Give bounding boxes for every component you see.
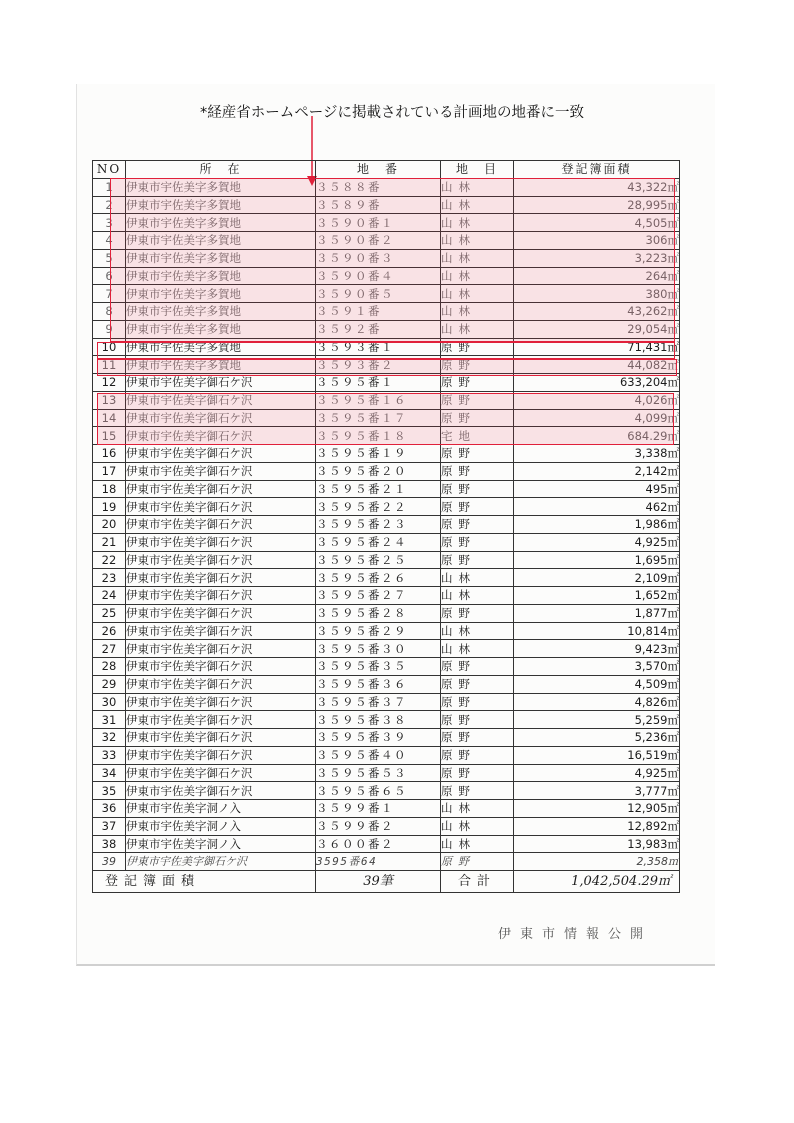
cell-location: 伊東市宇佐美字洞ノ入 [126, 835, 316, 853]
cell-lot: ３５９５番６５ [316, 782, 441, 800]
table-row [93, 480, 680, 498]
cell-area: 684.29㎡ [514, 427, 680, 445]
table-row [93, 817, 680, 835]
table-row [93, 374, 680, 392]
cell-location: 伊東市宇佐美字多賀地 [126, 303, 316, 321]
cell-area: 3,570㎡ [514, 658, 680, 676]
cell-location: 伊東市宇佐美字御石ケ沢 [126, 729, 316, 747]
cell-location: 伊東市宇佐美字御石ケ沢 [126, 711, 316, 729]
cell-location: 伊東市宇佐美字御石ケ沢 [126, 391, 316, 409]
cell-location: 伊東市宇佐美字多賀地 [126, 196, 316, 214]
cell-area: 380㎡ [514, 285, 680, 303]
cell-location: 伊東市宇佐美字御石ケ沢 [126, 480, 316, 498]
cell-lot: ３５９９番１ [316, 800, 441, 818]
cell-area: 264㎡ [514, 267, 680, 285]
cell-category: 原野 [441, 853, 514, 871]
cell-area: 43,262㎡ [514, 303, 680, 321]
cell-lot: ３５９２番 [316, 320, 441, 338]
cell-category: 原野 [441, 445, 514, 463]
cell-category: 原野 [441, 374, 514, 392]
cell-no: 1 [93, 178, 126, 196]
footer-stamp: 伊東市情報公開 [498, 927, 653, 942]
cell-no: 2 [93, 196, 126, 214]
table-row [93, 764, 680, 782]
total-sum-label: 合計 [441, 871, 514, 893]
cell-location: 伊東市宇佐美字御石ケ沢 [126, 462, 316, 480]
cell-category: 原野 [441, 516, 514, 534]
cell-lot: ３５９５番２０ [316, 462, 441, 480]
cell-no: 34 [93, 764, 126, 782]
cell-location: 伊東市宇佐美字多賀地 [126, 232, 316, 250]
table-row [93, 462, 680, 480]
cell-no: 12 [93, 374, 126, 392]
header-area: 登記簿面積 [514, 161, 680, 179]
cell-category: 原野 [441, 338, 514, 356]
cell-lot: ３５９５番２９ [316, 622, 441, 640]
cell-area: 2,358㎡ [514, 853, 680, 871]
cell-area: 4,925㎡ [514, 764, 680, 782]
cell-no: 3 [93, 214, 126, 232]
cell-category: 原野 [441, 658, 514, 676]
table-row [93, 835, 680, 853]
cell-no: 26 [93, 622, 126, 640]
cell-no: 10 [93, 338, 126, 356]
highlight-box-row-11 [97, 359, 677, 376]
cell-category: 原野 [441, 356, 514, 374]
cell-category: 山林 [441, 800, 514, 818]
cell-location: 伊東市宇佐美字御石ケ沢 [126, 516, 316, 534]
cell-location: 伊東市宇佐美字御石ケ沢 [126, 445, 316, 463]
cell-lot: ３５９５番５３ [316, 764, 441, 782]
cell-no: 5 [93, 249, 126, 267]
annotation-text: *経産省ホームページに掲載されている計画地の地番に一致 [200, 105, 584, 121]
cell-location: 伊東市宇佐美字御石ケ沢 [126, 533, 316, 551]
table-row [93, 498, 680, 516]
cell-location: 伊東市宇佐美字御石ケ沢 [126, 409, 316, 427]
cell-category: 山林 [441, 249, 514, 267]
cell-location: 伊東市宇佐美字御石ケ沢 [126, 640, 316, 658]
cell-category: 山林 [441, 640, 514, 658]
cell-no: 27 [93, 640, 126, 658]
cell-no: 11 [93, 356, 126, 374]
cell-area: 3,338㎡ [514, 445, 680, 463]
cell-lot: ３６００番２ [316, 835, 441, 853]
cell-lot: ３５９３番２ [316, 356, 441, 374]
cell-lot: ３５９０番３ [316, 249, 441, 267]
cell-category: 山林 [441, 303, 514, 321]
cell-no: 18 [93, 480, 126, 498]
cell-no: 15 [93, 427, 126, 445]
cell-lot: ３５９５番２６ [316, 569, 441, 587]
cell-no: 25 [93, 604, 126, 622]
cell-category: 原野 [441, 729, 514, 747]
cell-lot: ３５９９番２ [316, 817, 441, 835]
cell-location: 伊東市宇佐美字御石ケ沢 [126, 693, 316, 711]
cell-category: 原野 [441, 764, 514, 782]
cell-category: 山林 [441, 178, 514, 196]
cell-category: 原野 [441, 746, 514, 764]
cell-no: 24 [93, 587, 126, 605]
cell-location: 伊東市宇佐美字多賀地 [126, 320, 316, 338]
cell-category: 原野 [441, 782, 514, 800]
cell-lot: ３５９５番２８ [316, 604, 441, 622]
cell-lot: 3595番64 [316, 853, 441, 871]
cell-location: 伊東市宇佐美字多賀地 [126, 285, 316, 303]
table-row [93, 853, 680, 871]
table-row [93, 622, 680, 640]
highlight-box-row-10 [97, 342, 675, 359]
cell-no: 21 [93, 533, 126, 551]
table-row [93, 533, 680, 551]
cell-category: 山林 [441, 285, 514, 303]
table-row [93, 782, 680, 800]
cell-area: 2,142㎡ [514, 462, 680, 480]
cell-category: 山林 [441, 569, 514, 587]
cell-area: 4,826㎡ [514, 693, 680, 711]
header-location: 所 在 [126, 161, 316, 179]
cell-no: 31 [93, 711, 126, 729]
cell-location: 伊東市宇佐美字洞ノ入 [126, 817, 316, 835]
table-row [93, 729, 680, 747]
cell-area: 495㎡ [514, 480, 680, 498]
header-category: 地 目 [441, 161, 514, 179]
cell-area: 71,431㎡ [514, 338, 680, 356]
cell-no: 13 [93, 391, 126, 409]
table-header [93, 161, 680, 179]
cell-lot: ３５９５番１６ [316, 391, 441, 409]
cell-lot: ３５９５番２４ [316, 533, 441, 551]
cell-area: 1,695㎡ [514, 551, 680, 569]
cell-lot: ３５９５番３５ [316, 658, 441, 676]
cell-area: 4,026㎡ [514, 391, 680, 409]
cell-location: 伊東市宇佐美字洞ノ入 [126, 800, 316, 818]
cell-no: 22 [93, 551, 126, 569]
cell-category: 山林 [441, 232, 514, 250]
cell-lot: ３５９５番２２ [316, 498, 441, 516]
cell-lot: ３５９５番４０ [316, 746, 441, 764]
cell-lot: ３５９５番１８ [316, 427, 441, 445]
total-label: 登記簿面積 [93, 871, 316, 893]
cell-no: 33 [93, 746, 126, 764]
cell-area: 3,777㎡ [514, 782, 680, 800]
cell-lot: ３５９５番２１ [316, 480, 441, 498]
table-row [93, 658, 680, 676]
cell-no: 9 [93, 320, 126, 338]
cell-category: 原野 [441, 462, 514, 480]
cell-category: 原野 [441, 480, 514, 498]
cell-location: 伊東市宇佐美字御石ケ沢 [126, 675, 316, 693]
cell-lot: ３５９１番 [316, 303, 441, 321]
cell-lot: ３５９５番３９ [316, 729, 441, 747]
cell-category: 山林 [441, 196, 514, 214]
cell-no: 19 [93, 498, 126, 516]
cell-category: 山林 [441, 622, 514, 640]
cell-category: 山林 [441, 320, 514, 338]
cell-area: 4,505㎡ [514, 214, 680, 232]
cell-no: 37 [93, 817, 126, 835]
cell-no: 6 [93, 267, 126, 285]
cell-area: 1,877㎡ [514, 604, 680, 622]
cell-lot: ３５９５番３７ [316, 693, 441, 711]
total-sum: 1,042,504.29㎡ [514, 871, 680, 893]
cell-no: 14 [93, 409, 126, 427]
cell-location: 伊東市宇佐美字御石ケ沢 [126, 587, 316, 605]
cell-area: 633,204㎡ [514, 374, 680, 392]
cell-lot: ３５９５番２７ [316, 587, 441, 605]
table-row [93, 800, 680, 818]
cell-area: 43,322㎡ [514, 178, 680, 196]
header-no: NO [93, 161, 126, 179]
cell-no: 16 [93, 445, 126, 463]
cell-location: 伊東市宇佐美字御石ケ沢 [126, 551, 316, 569]
cell-location: 伊東市宇佐美字御石ケ沢 [126, 427, 316, 445]
cell-area: 28,995㎡ [514, 196, 680, 214]
cell-no: 4 [93, 232, 126, 250]
cell-lot: ３５９５番１ [316, 374, 441, 392]
cell-location: 伊東市宇佐美字多賀地 [126, 178, 316, 196]
table-row [93, 746, 680, 764]
cell-lot: ３５９０番４ [316, 267, 441, 285]
cell-location: 伊東市宇佐美字御石ケ沢 [126, 658, 316, 676]
cell-area: 4,099㎡ [514, 409, 680, 427]
cell-lot: ３５９０番２ [316, 232, 441, 250]
cell-lot: ３５９５番１９ [316, 445, 441, 463]
cell-location: 伊東市宇佐美字御石ケ沢 [126, 498, 316, 516]
cell-category: 山林 [441, 817, 514, 835]
cell-category: 山林 [441, 267, 514, 285]
cell-no: 7 [93, 285, 126, 303]
cell-area: 9,423㎡ [514, 640, 680, 658]
cell-location: 伊東市宇佐美字多賀地 [126, 356, 316, 374]
cell-no: 38 [93, 835, 126, 853]
cell-no: 39 [93, 853, 126, 871]
cell-no: 8 [93, 303, 126, 321]
cell-no: 29 [93, 675, 126, 693]
cell-area: 1,652㎡ [514, 587, 680, 605]
cell-no: 30 [93, 693, 126, 711]
cell-area: 44,082㎡ [514, 356, 680, 374]
cell-category: 原野 [441, 551, 514, 569]
table-row [93, 551, 680, 569]
cell-area: 13,983㎡ [514, 835, 680, 853]
cell-location: 伊東市宇佐美字御石ケ沢 [126, 853, 316, 871]
table-row [93, 675, 680, 693]
cell-area: 5,259㎡ [514, 711, 680, 729]
cell-area: 306㎡ [514, 232, 680, 250]
cell-lot: ３５９５番２３ [316, 516, 441, 534]
cell-no: 36 [93, 800, 126, 818]
cell-category: 原野 [441, 711, 514, 729]
table-row [93, 516, 680, 534]
cell-category: 山林 [441, 587, 514, 605]
cell-location: 伊東市宇佐美字御石ケ沢 [126, 782, 316, 800]
cell-no: 35 [93, 782, 126, 800]
cell-lot: ３５９０番１ [316, 214, 441, 232]
cell-location: 伊東市宇佐美字多賀地 [126, 267, 316, 285]
cell-area: 29,054㎡ [514, 320, 680, 338]
cell-area: 1,986㎡ [514, 516, 680, 534]
header-lot: 地 番 [316, 161, 441, 179]
cell-category: 原野 [441, 675, 514, 693]
cell-no: 23 [93, 569, 126, 587]
cell-no: 28 [93, 658, 126, 676]
cell-no: 17 [93, 462, 126, 480]
cell-category: 原野 [441, 391, 514, 409]
cell-category: 原野 [441, 604, 514, 622]
table-row [93, 693, 680, 711]
total-count: 39筆 [316, 871, 441, 893]
table-row [93, 604, 680, 622]
cell-area: 12,892㎡ [514, 817, 680, 835]
cell-lot: ３５８８番 [316, 178, 441, 196]
cell-lot: ３５９０番５ [316, 285, 441, 303]
cell-area: 12,905㎡ [514, 800, 680, 818]
table-row [93, 587, 680, 605]
cell-area: 5,236㎡ [514, 729, 680, 747]
cell-area: 4,509㎡ [514, 675, 680, 693]
cell-category: 山林 [441, 214, 514, 232]
table-row [93, 640, 680, 658]
cell-location: 伊東市宇佐美字御石ケ沢 [126, 746, 316, 764]
cell-no: 32 [93, 729, 126, 747]
highlight-box-rows-13-15 [97, 393, 674, 445]
total-row [93, 871, 680, 893]
cell-category: 原野 [441, 498, 514, 516]
cell-area: 10,814㎡ [514, 622, 680, 640]
cell-category: 山林 [441, 835, 514, 853]
cell-lot: ３５９５番３６ [316, 675, 441, 693]
cell-category: 原野 [441, 533, 514, 551]
table-row [93, 445, 680, 463]
table-row [93, 569, 680, 587]
cell-location: 伊東市宇佐美字御石ケ沢 [126, 604, 316, 622]
cell-location: 伊東市宇佐美字御石ケ沢 [126, 374, 316, 392]
table-row [93, 711, 680, 729]
cell-location: 伊東市宇佐美字御石ケ沢 [126, 764, 316, 782]
cell-location: 伊東市宇佐美字御石ケ沢 [126, 569, 316, 587]
cell-area: 2,109㎡ [514, 569, 680, 587]
cell-area: 462㎡ [514, 498, 680, 516]
cell-no: 20 [93, 516, 126, 534]
cell-area: 3,223㎡ [514, 249, 680, 267]
cell-lot: ３５９５番１７ [316, 409, 441, 427]
cell-lot: ３５９５番３０ [316, 640, 441, 658]
cell-lot: ３５９３番１ [316, 338, 441, 356]
cell-location: 伊東市宇佐美字多賀地 [126, 338, 316, 356]
cell-area: 16,519㎡ [514, 746, 680, 764]
cell-area: 4,925㎡ [514, 533, 680, 551]
cell-category: 原野 [441, 693, 514, 711]
cell-category: 宅地 [441, 427, 514, 445]
highlight-box-rows-1-9 [110, 178, 675, 342]
cell-lot: ３５９５番３８ [316, 711, 441, 729]
cell-category: 原野 [441, 409, 514, 427]
cell-location: 伊東市宇佐美字御石ケ沢 [126, 622, 316, 640]
cell-location: 伊東市宇佐美字多賀地 [126, 249, 316, 267]
cell-location: 伊東市宇佐美字多賀地 [126, 214, 316, 232]
cell-lot: ３５９５番２５ [316, 551, 441, 569]
cell-lot: ３５８９番 [316, 196, 441, 214]
